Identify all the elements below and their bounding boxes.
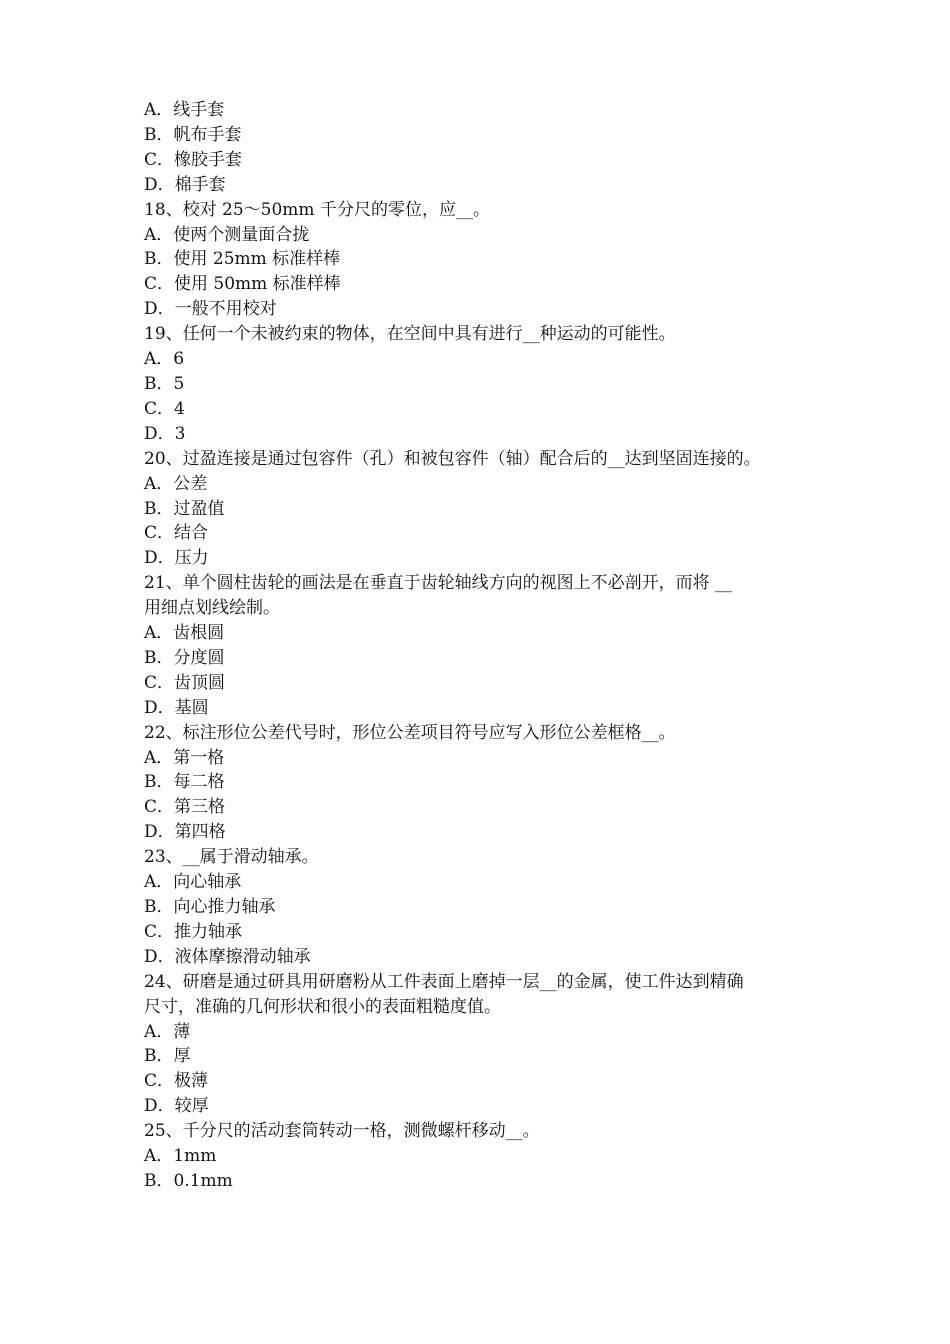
question-text: 21、单个圆柱齿轮的画法是在垂直于齿轮轴线方向的视图上不必剖开，而将 __	[144, 573, 733, 594]
question-text-continued: 尺寸，准确的几何形状和很小的表面粗糙度值。	[144, 996, 501, 1017]
answer-option: A．线手套	[144, 100, 225, 120]
question-text: 18、校对 25～50mm 千分尺的零位，应__。	[144, 199, 490, 220]
answer-option: B．分度圆	[144, 647, 225, 668]
answer-option: C．推力轴承	[144, 921, 243, 942]
answer-option: D．3	[144, 423, 186, 444]
answer-option: C．橡胶手套	[144, 149, 243, 170]
question-list	[144, 98, 814, 1194]
answer-option: B．向心推力轴承	[144, 897, 276, 917]
answer-option: A．薄	[144, 1021, 191, 1042]
answer-option: C．齿顶圆	[144, 672, 226, 693]
answer-option: D．液体摩擦滑动轴承	[144, 946, 311, 967]
answer-option: C．极薄	[144, 1071, 209, 1092]
question-text: 19、任何一个未被约束的物体，在空间中具有进行__种运动的可能性。	[144, 324, 676, 345]
answer-option: B．每二格	[144, 772, 225, 793]
question-text: 20、过盈连接是通过包容件（孔）和被包容件（轴）配合后的__达到坚固连接的。	[144, 448, 761, 469]
answer-option: A．6	[144, 349, 185, 370]
answer-option: D．基圆	[144, 697, 209, 718]
answer-option: A．使两个测量面合拢	[144, 224, 310, 245]
answer-option: B．过盈值	[144, 498, 225, 519]
question-text: 25、千分尺的活动套筒转动一格，测微螺杆移动__。	[144, 1121, 540, 1142]
answer-option: D．一般不用校对	[144, 299, 277, 320]
answer-option: A．齿根圆	[144, 623, 225, 644]
answer-option: C．使用 50mm 标准样棒	[144, 274, 341, 295]
answer-option: A．公差	[144, 473, 208, 494]
answer-option: D．第四格	[144, 822, 226, 843]
question-text: 22、标注形位公差代号时，形位公差项目符号应写入形位公差框格__。	[144, 722, 676, 743]
question-text: 24、研磨是通过研具用研磨粉从工件表面上磨掉一层__的金属，使工件达到精确	[144, 971, 744, 992]
answer-option: C．结合	[144, 523, 209, 544]
answer-option: C．第三格	[144, 797, 226, 818]
answer-option: B．5	[144, 373, 185, 394]
question-text: 23、__属于滑动轴承。	[144, 847, 319, 868]
answer-option: D．压力	[144, 548, 209, 569]
answer-option: D．较厚	[144, 1096, 209, 1117]
answer-option: B．0.1mm	[144, 1170, 233, 1191]
answer-option: B．厚	[144, 1046, 191, 1067]
answer-option: A．向心轴承	[144, 872, 242, 893]
answer-option: B．帆布手套	[144, 124, 242, 145]
answer-option: A．第一格	[144, 747, 225, 768]
answer-option: C．4	[144, 398, 185, 419]
question-text-continued: 用细点划线绘制。	[144, 598, 280, 619]
answer-option: D．棉手套	[144, 174, 226, 195]
answer-option: A．1mm	[144, 1146, 217, 1167]
answer-option: B．使用 25mm 标准样棒	[144, 249, 341, 270]
